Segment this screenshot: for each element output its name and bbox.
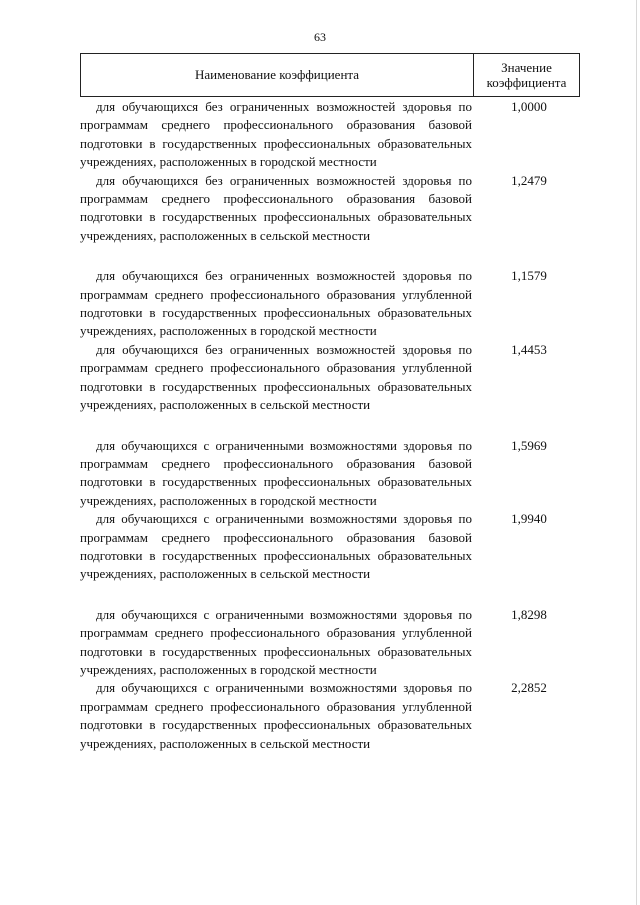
row-value: 1,8298 <box>511 606 547 622</box>
table-header <box>80 53 580 97</box>
table-row <box>80 172 580 246</box>
page-number: 63 <box>314 30 326 44</box>
row-value: 1,0000 <box>511 99 547 114</box>
row-value: 1,1579 <box>511 268 547 284</box>
table-row <box>80 437 580 511</box>
row-description: для обучающихся без ограниченных возможностей здоровья по программам среднего профессионального образования базовой подготовки в государственных профессиональных образовательных учреждениях, расположенных в сельской местности <box>80 172 472 243</box>
row-value: 1,4453 <box>511 341 547 357</box>
row-description: для обучающихся с ограниченными возможностями здоровья по программам среднего профессионального образования базовой подготовки в государственных профессиональных образовательных учреждениях, расположенных в сельской местности <box>80 511 472 582</box>
header-value-line2: коэффициента <box>486 75 567 90</box>
table-row <box>80 510 580 584</box>
header-value-line1: Значение <box>501 60 552 75</box>
row-description: для обучающихся с ограниченными возможностями здоровья по программам среднего профессионального образования углубленной подготовки в государственных профессиональных образовательных учреждениях, расположенных в городской местности <box>80 606 472 677</box>
row-description: для обучающихся без ограниченных возможностей здоровья по программам среднего профессионального образования базовой подготовки в государственных профессиональных образовательных учреждениях, расположенных в городской местности <box>80 99 472 170</box>
row-value: 1,2479 <box>511 172 547 188</box>
coefficient-rows <box>80 98 580 753</box>
row-description: для обучающихся без ограниченных возможностей здоровья по программам среднего профессионального образования углубленной подготовки в государственных профессиональных образовательных учреждениях, расположенных в городской местности <box>80 268 472 339</box>
header-coefficient-value <box>474 54 579 96</box>
row-value: 1,9940 <box>511 511 547 527</box>
row-description: для обучающихся с ограниченными возможностями здоровья по программам среднего профессионального образования базовой подготовки в государственных профессиональных образовательных учреждениях, расположенных в городской местности <box>80 437 472 508</box>
row-value: 2,2852 <box>511 680 547 696</box>
table-row <box>80 267 580 341</box>
header-coefficient-name: Наименование коэффициента <box>81 54 474 96</box>
row-description: для обучающихся с ограниченными возможностями здоровья по программам среднего профессионального образования углубленной подготовки в государственных профессиональных образовательных учреждениях, расположенных в сельской местности <box>80 680 472 751</box>
table-row <box>80 98 580 172</box>
table-row <box>80 679 580 753</box>
page-edge-line <box>636 0 637 905</box>
table-row <box>80 606 580 680</box>
row-description: для обучающихся без ограниченных возможностей здоровья по программам среднего профессионального образования углубленной подготовки в государственных профессиональных образовательных учреждениях, расположенных в сельской местности <box>80 341 472 413</box>
table-row <box>80 341 580 415</box>
row-value: 1,5969 <box>511 437 547 453</box>
